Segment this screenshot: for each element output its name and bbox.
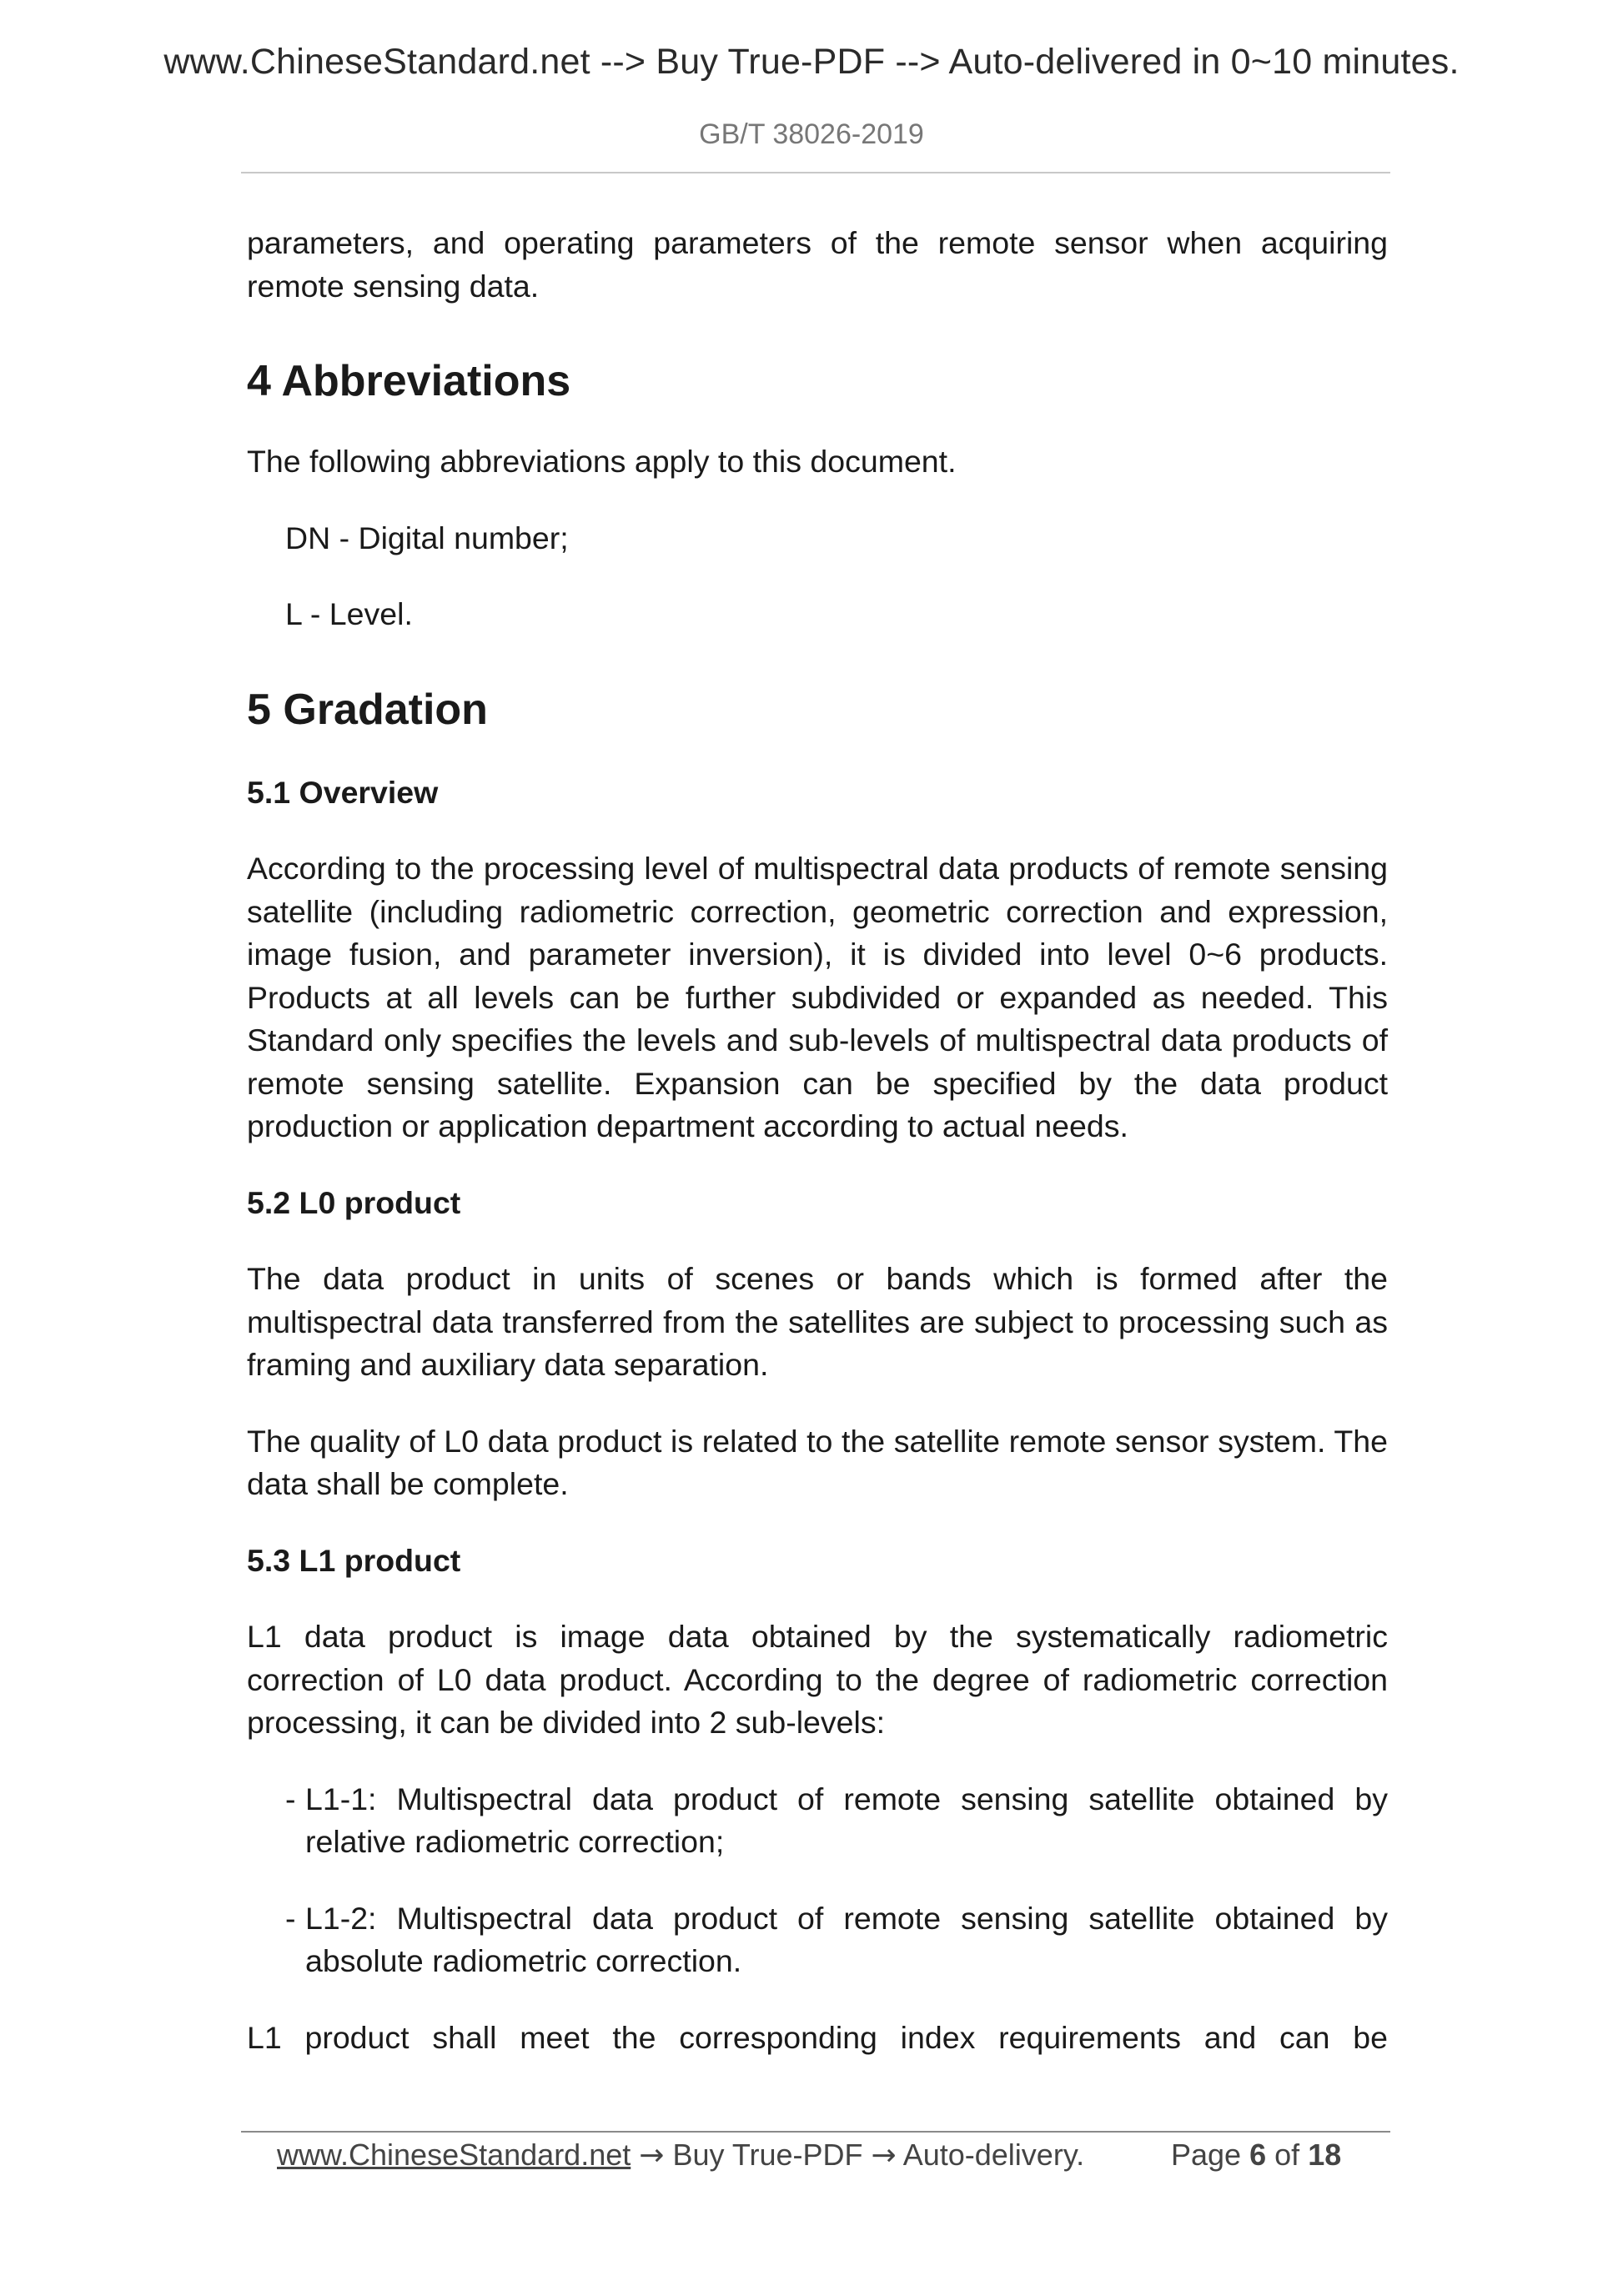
dash-marker: -	[285, 1900, 296, 1936]
arrow-right-icon: →	[639, 2138, 665, 2173]
page-label: Page	[1171, 2138, 1242, 2172]
page-number	[1171, 2138, 1341, 2173]
page-current: 6	[1249, 2138, 1267, 2172]
section-5-3-text-2: L1 product shall meet the corresponding index requirements and can be	[247, 2019, 1388, 2055]
dash-marker: -	[285, 1781, 296, 1816]
section-5-3-title: 5.3 L1 product	[247, 1542, 461, 1578]
top-banner: www.ChineseStandard.net --> Buy True-PDF --> Auto-delivered in 0~10 minutes.	[163, 42, 1460, 82]
footer-site-link[interactable]: www.ChineseStandard.net	[277, 2138, 631, 2172]
page-footer	[277, 2138, 1361, 2173]
page-content	[247, 222, 1388, 2059]
section-5-2-title: 5.2 L0 product	[247, 1184, 461, 1220]
sub-level-text: L1-2: Multispectral data product of remote sensing satellite obtained by absolute radiometric correction.	[305, 1900, 1388, 1978]
header-divider	[241, 172, 1390, 173]
section-5-1-text: According to the processing level of multispectral data products of remote sensing satellite (including radiometric correction, geometric correction and expression, image fusion, and parameter inversion), it is divided into level 0~6 products. Products at all levels can be further subdivided or expanded as needed. This Standard only specifies the levels and sub-levels of multispectral data products of remote sensing satellite. Expansion can be specified by the data product production or application department according to actual needs.	[247, 851, 1388, 1143]
footer-buy-text: Buy True-PDF	[672, 2138, 863, 2172]
section-5-2-text-2: The quality of L0 data product is related to the satellite remote sensor system. The data shall be complete.	[247, 1423, 1388, 1501]
section-4-intro: The following abbreviations apply to this document.	[247, 444, 957, 479]
sub-level-item	[247, 1778, 1388, 1864]
sub-level-item	[247, 1897, 1388, 1983]
standard-number: GB/T 38026-2019	[699, 118, 924, 150]
section-5-2-text-1: The data product in units of scenes or bands which is formed after the multispectral data transferred from the satellites are subject to processing such as framing and auxiliary data separation.	[247, 1261, 1388, 1382]
footer-divider	[241, 2131, 1390, 2133]
arrow-right-icon: →	[871, 2138, 897, 2173]
section-4-title: 4 Abbreviations	[247, 357, 571, 405]
page-total: 18	[1308, 2138, 1342, 2172]
sub-level-text: L1-1: Multispectral data product of remote sensing satellite obtained by relative radiometric correction;	[305, 1781, 1388, 1859]
abbreviation-item: DN - Digital number;	[285, 520, 569, 555]
intro-paragraph: parameters, and operating parameters of the remote sensor when acquiring remote sensing data.	[247, 225, 1388, 304]
abbreviation-item: L - Level.	[285, 596, 413, 631]
footer-delivery-text: Auto-delivery.	[902, 2138, 1085, 2172]
page-of: of	[1274, 2138, 1300, 2172]
section-5-title: 5 Gradation	[247, 685, 488, 734]
section-5-1-title: 5.1 Overview	[247, 774, 439, 810]
section-5-3-text-1: L1 data product is image data obtained by the systematically radiometric correction of L0 data product. According to the degree of radiometric correction processing, it can be divided into 2 sub-levels:	[247, 1619, 1388, 1740]
